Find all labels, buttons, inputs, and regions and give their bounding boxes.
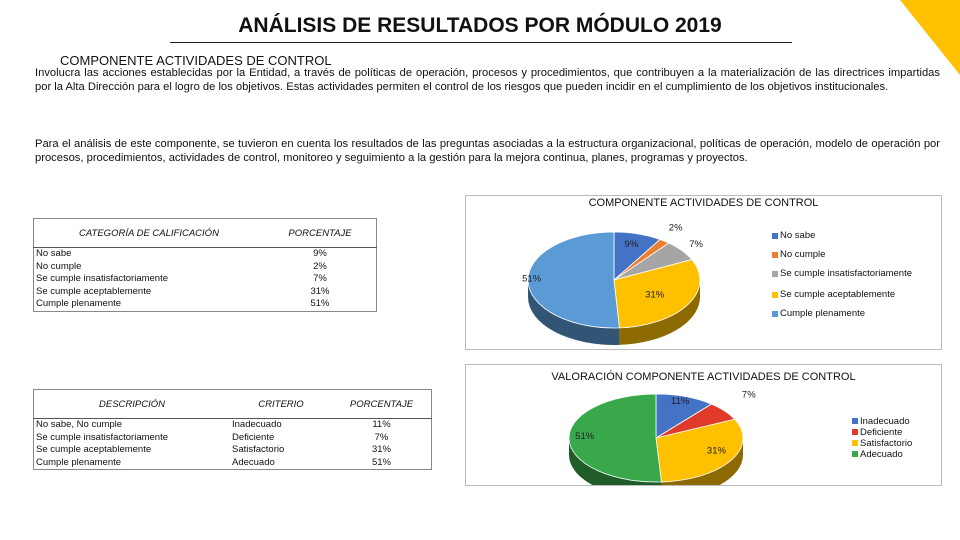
table-cell: 9%	[313, 248, 327, 259]
legend-swatch	[772, 252, 778, 258]
pie-data-label: 7%	[689, 239, 703, 251]
legend-swatch	[852, 451, 858, 457]
legend-label: No cumple	[780, 249, 826, 260]
legend-item	[852, 427, 912, 438]
table-header-percentage: PORCENTAJE	[264, 219, 377, 248]
table-row	[34, 261, 377, 274]
table-cell: 51%	[371, 456, 391, 468]
corner-accent	[900, 0, 960, 75]
legend-item	[772, 230, 912, 249]
category-table	[33, 218, 377, 312]
table-cell: No sabe, No cumple	[36, 419, 123, 430]
table-cell: Adecuado	[232, 456, 275, 468]
legend-label: Deficiente	[860, 427, 903, 438]
chart-panel-1	[465, 195, 942, 350]
analysis-paragraph: Para el análisis de este componente, se tuvieron en cuenta los resultados de las preguntas asociadas a la estructura organizacional, políticas de operación, modelo de operación por procesos, procedimientos, actividades de control, monitoreo y seguimiento a la gestión para la mejora continua, planes, programas y proyectos.	[35, 138, 940, 164]
legend-item	[772, 268, 912, 289]
table-cell: Satisfactorio	[232, 444, 285, 456]
table-cell: Inadecuado	[232, 419, 282, 430]
legend-label: Cumple plenamente	[780, 308, 866, 319]
legend-label: Adecuado	[860, 449, 903, 460]
legend-label: Se cumple aceptablemente	[780, 289, 896, 300]
table-row	[34, 419, 432, 432]
table-row	[34, 273, 377, 286]
legend-item	[852, 416, 912, 427]
pie-data-label: 7%	[741, 389, 756, 401]
legend-swatch	[772, 233, 778, 239]
table-header-criterion: CRITERIO	[230, 390, 332, 419]
table-row	[34, 298, 377, 311]
legend-item	[852, 449, 912, 460]
table-header-percentage: PORCENTAJE	[332, 390, 432, 419]
table-cell: Deficiente	[232, 431, 275, 443]
pie-data-label: 11%	[671, 396, 690, 408]
legend-item	[852, 438, 912, 449]
table-row	[34, 457, 432, 470]
table-cell: 2%	[313, 260, 327, 272]
table-cell: Se cumple insatisfactoriamente	[36, 273, 169, 285]
table-cell: 31%	[310, 285, 330, 297]
legend-label: Inadecuado	[860, 416, 910, 427]
legend-swatch	[852, 418, 858, 424]
table-cell: Cumple plenamente	[36, 456, 122, 468]
table-cell: 11%	[372, 419, 391, 430]
legend-label: Se cumple insatisfactoriamente	[780, 268, 913, 279]
chart-title: VALORACIÓN COMPONENTE ACTIVIDADES DE CONTROL	[551, 371, 856, 383]
table-header-row	[34, 219, 377, 248]
legend-swatch	[852, 429, 858, 435]
table-row	[34, 432, 432, 445]
table-cell: Se cumple aceptablemente	[36, 285, 152, 297]
table-row	[34, 444, 432, 457]
legend-item	[772, 289, 912, 308]
legend-item	[772, 249, 912, 268]
table-header-category: CATEGORÍA DE CALIFICACIÓN	[34, 219, 265, 248]
page-title: ANÁLISIS DE RESULTADOS POR MÓDULO 2019	[238, 14, 722, 37]
table-row	[34, 248, 377, 261]
table-cell: 7%	[374, 431, 389, 443]
legend-label: No sabe	[780, 230, 816, 241]
section-subtitle: COMPONENTE ACTIVIDADES DE CONTROL	[60, 53, 332, 68]
pie-data-label: 9%	[624, 238, 639, 250]
title-underline	[170, 42, 792, 43]
chart-panel-2	[465, 364, 942, 486]
pie-data-label: 31%	[706, 445, 726, 457]
table-cell: Se cumple aceptablemente	[36, 444, 152, 456]
table-cell: No sabe	[36, 248, 72, 259]
chart-legend-1	[772, 230, 912, 327]
pie-data-label: 31%	[645, 289, 665, 301]
pie-data-label: 2%	[668, 222, 683, 234]
table-cell: 51%	[310, 298, 330, 310]
legend-swatch	[852, 440, 858, 446]
pie-data-label: 51%	[522, 273, 542, 285]
pie-data-label: 51%	[575, 431, 595, 443]
table-header-description: DESCRIPCIÓN	[34, 390, 231, 419]
table-cell: 31%	[371, 444, 391, 456]
legend-item	[772, 308, 912, 327]
table-header-row	[34, 390, 432, 419]
legend-swatch	[772, 311, 778, 317]
legend-label: Satisfactorio	[860, 438, 913, 449]
table-row	[34, 286, 377, 299]
chart-title: COMPONENTE ACTIVIDADES DE CONTROL	[588, 197, 819, 209]
table-cell: Cumple plenamente	[36, 298, 122, 310]
corner-accent-shape	[900, 0, 960, 75]
valuation-table	[33, 389, 432, 470]
legend-swatch	[772, 292, 778, 298]
legend-swatch	[772, 271, 778, 277]
table-cell: 7%	[313, 273, 327, 285]
intro-paragraph: Involucra las acciones establecidas por la Entidad, a través de políticas de operación, procesos y procedimientos, que contribuyen a la materialización de las directrices impartidas por la Alta Dirección para el logro de los objetivos. Estas actividades permiten el control de los riesgos que pueden incidir en el cumplimiento de los objetivos institucionales.	[35, 67, 940, 93]
table-cell: Se cumple insatisfactoriamente	[36, 431, 169, 443]
table-cell: No cumple	[36, 260, 82, 272]
chart-legend-2	[852, 416, 912, 460]
